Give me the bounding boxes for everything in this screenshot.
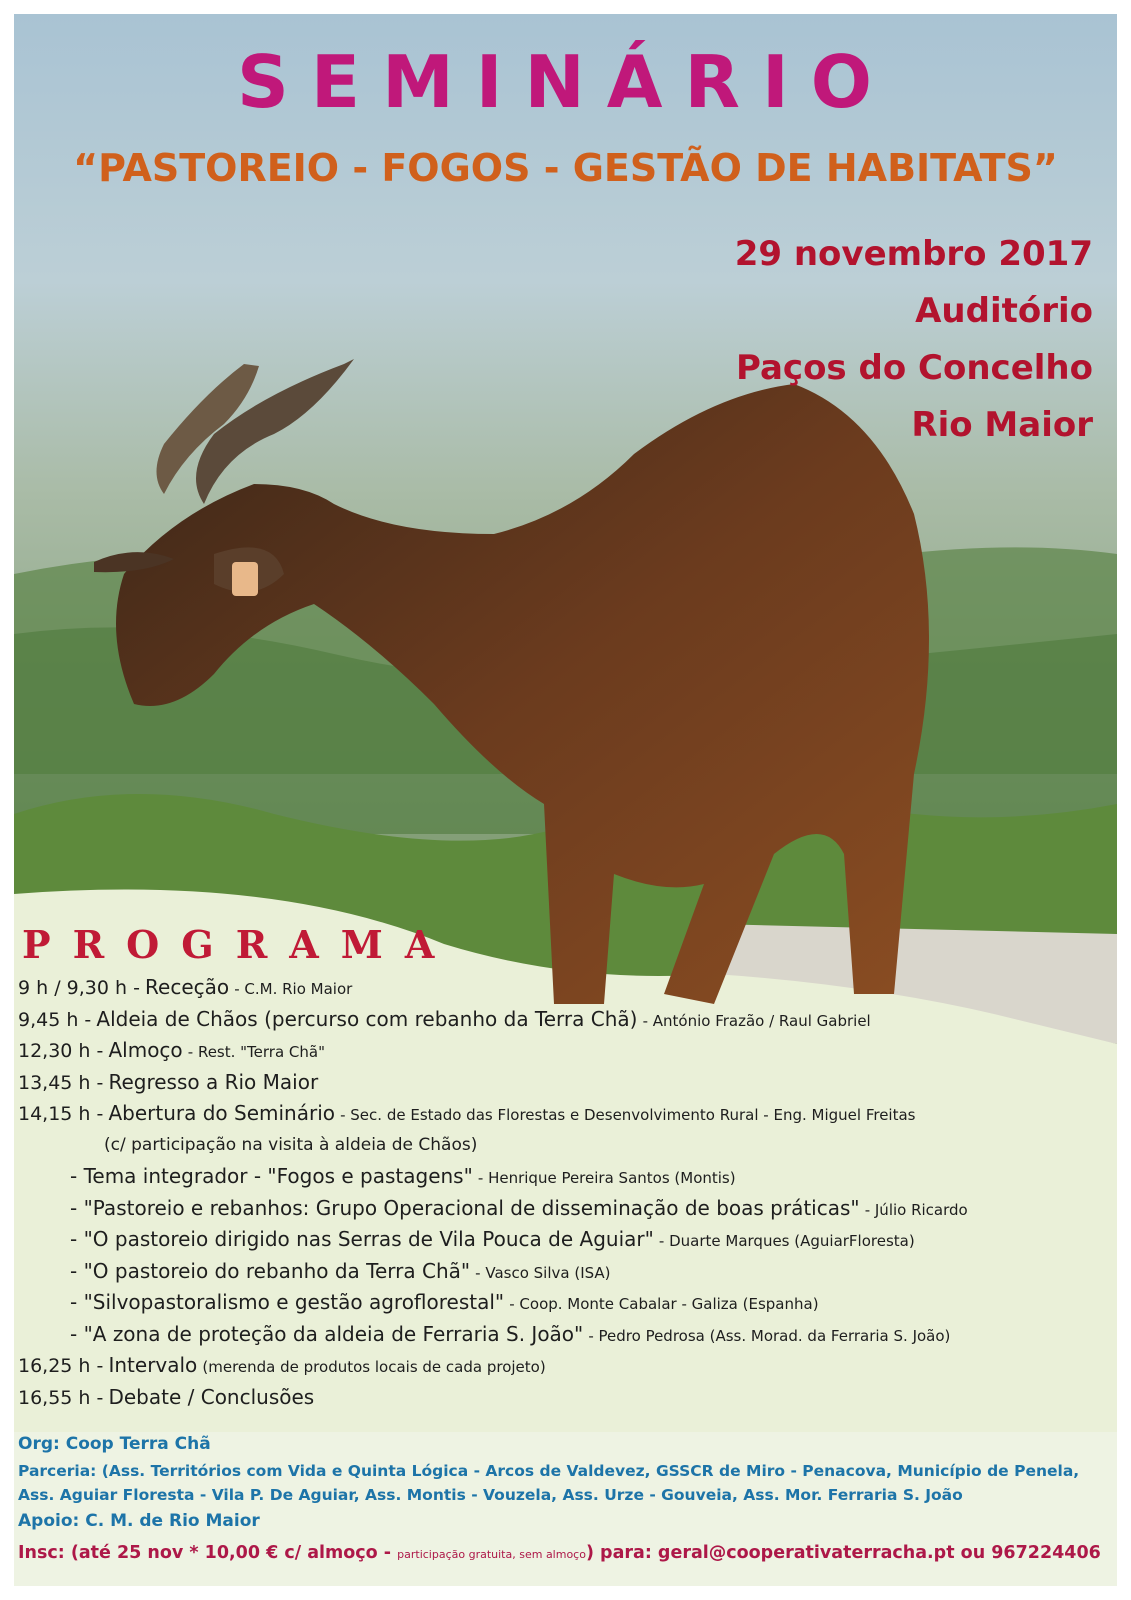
schedule-title: Debate / Conclusões: [108, 1384, 315, 1409]
schedule-time: 14,15 h -: [18, 1103, 104, 1125]
event-venue-line-3: Rio Maior: [911, 405, 1093, 445]
schedule-title: - "O pastoreio dirigido nas Serras de Vila Pouca de Aguiar": [70, 1227, 654, 1251]
schedule-item: [18, 1004, 1113, 1036]
seminar-title: SEMINÁRIO: [237, 40, 894, 124]
schedule-title: Almoço: [108, 1038, 183, 1062]
seminar-subtitle: “PASTOREIO - FOGOS - GESTÃO DE HABITATS”: [73, 146, 1058, 190]
registration-contact: ) para: geral@cooperativaterracha.pt ou 967224406: [585, 1543, 1101, 1563]
program-schedule: [18, 972, 1113, 1413]
schedule-time: 16,55 h -: [18, 1386, 104, 1409]
schedule-detail: - Júlio Ricardo: [864, 1200, 968, 1219]
schedule-detail: - António Frazão / Raul Gabriel: [642, 1011, 871, 1030]
program-heading: PROGRAMA: [22, 922, 457, 967]
schedule-item: [18, 972, 1113, 1004]
schedule-detail: - Duarte Marques (AguiarFloresta): [658, 1232, 915, 1250]
schedule-subitem: [18, 1319, 1113, 1351]
poster: [14, 14, 1117, 1586]
schedule-detail: (c/ participação na visita à aldeia de Chãos): [104, 1134, 478, 1155]
schedule-item-note: [18, 1130, 1113, 1162]
event-venue-line-1: Auditório: [915, 291, 1093, 331]
schedule-detail: - Pedro Pedrosa (Ass. Morad. da Ferraria S. João): [588, 1326, 951, 1345]
schedule-title: - "Pastoreio e rebanhos: Grupo Operacional de disseminação de boas práticas": [70, 1195, 860, 1220]
partners-line-1: Parceria: (Ass. Territórios com Vida e Quinta Lógica - Arcos de Valdevez, GSSCR de Miro - Penacova, Município de Penela,: [18, 1462, 1080, 1480]
schedule-time: 16,25 h -: [18, 1355, 104, 1377]
schedule-item: [18, 1382, 1113, 1414]
schedule-item: [18, 1035, 1113, 1067]
event-venue-line-2: Paços do Concelho: [735, 348, 1093, 388]
partners-line-2: Ass. Aguiar Floresta - Vila P. De Aguiar, Ass. Montis - Vouzela, Ass. Urze - Gouveia, Ass. Mor. Ferraria S. João: [18, 1486, 963, 1504]
event-info: [735, 226, 1093, 454]
schedule-time: 13,45 h -: [18, 1071, 104, 1094]
schedule-item: [18, 1067, 1113, 1099]
schedule-time: 9 h / 9,30 h -: [18, 977, 140, 999]
schedule-subitem: [18, 1256, 1113, 1288]
registration-note: participação gratuita, sem almoço: [397, 1548, 586, 1561]
schedule-title: Abertura do Seminário: [108, 1101, 336, 1125]
schedule-subitem: [18, 1161, 1113, 1193]
registration-info: [18, 1536, 1113, 1572]
schedule-subitem: [18, 1287, 1113, 1319]
schedule-detail: - Vasco Silva (ISA): [475, 1263, 611, 1282]
schedule-time: 9,45 h -: [18, 1008, 92, 1031]
schedule-detail: - Henrique Pereira Santos (Montis): [477, 1169, 736, 1187]
schedule-detail: (merenda de produtos locais de cada projeto): [202, 1358, 546, 1376]
footer: [18, 1430, 1113, 1572]
schedule-title: - "A zona de proteção da aldeia de Ferraria S. João": [70, 1321, 584, 1346]
event-date: 29 novembro 2017: [734, 234, 1093, 274]
schedule-time: 12,30 h -: [18, 1040, 104, 1062]
schedule-detail: - Sec. de Estado das Florestas e Desenvolvimento Rural - Eng. Miguel Freitas: [340, 1106, 916, 1124]
schedule-item: [18, 1350, 1113, 1382]
schedule-subitem: [18, 1193, 1113, 1225]
schedule-title: Regresso a Rio Maior: [108, 1069, 319, 1094]
schedule-title: Aldeia de Chãos (percurso com rebanho da Terra Chã): [96, 1006, 638, 1031]
schedule-title: Intervalo: [108, 1353, 198, 1377]
registration-main: Insc: (até 25 nov * 10,00 € c/ almoço -: [18, 1543, 392, 1563]
organizer: Org: Coop Terra Chã: [18, 1434, 211, 1454]
schedule-item: [18, 1098, 1113, 1130]
schedule-detail: - C.M. Rio Maior: [234, 980, 353, 998]
schedule-title: - "Silvopastoralismo e gestão agroflorestal": [70, 1290, 505, 1314]
support: Apoio: C. M. de Rio Maior: [18, 1511, 260, 1531]
schedule-detail: - Coop. Monte Cabalar - Galiza (Espanha): [509, 1295, 819, 1313]
schedule-detail: - Rest. "Terra Chã": [187, 1043, 325, 1061]
schedule-title: Receção: [145, 975, 230, 999]
schedule-subitem: [18, 1224, 1113, 1256]
schedule-title: - "O pastoreio do rebanho da Terra Chã": [70, 1258, 471, 1283]
schedule-title: - Tema integrador - "Fogos e pastagens": [70, 1164, 473, 1188]
